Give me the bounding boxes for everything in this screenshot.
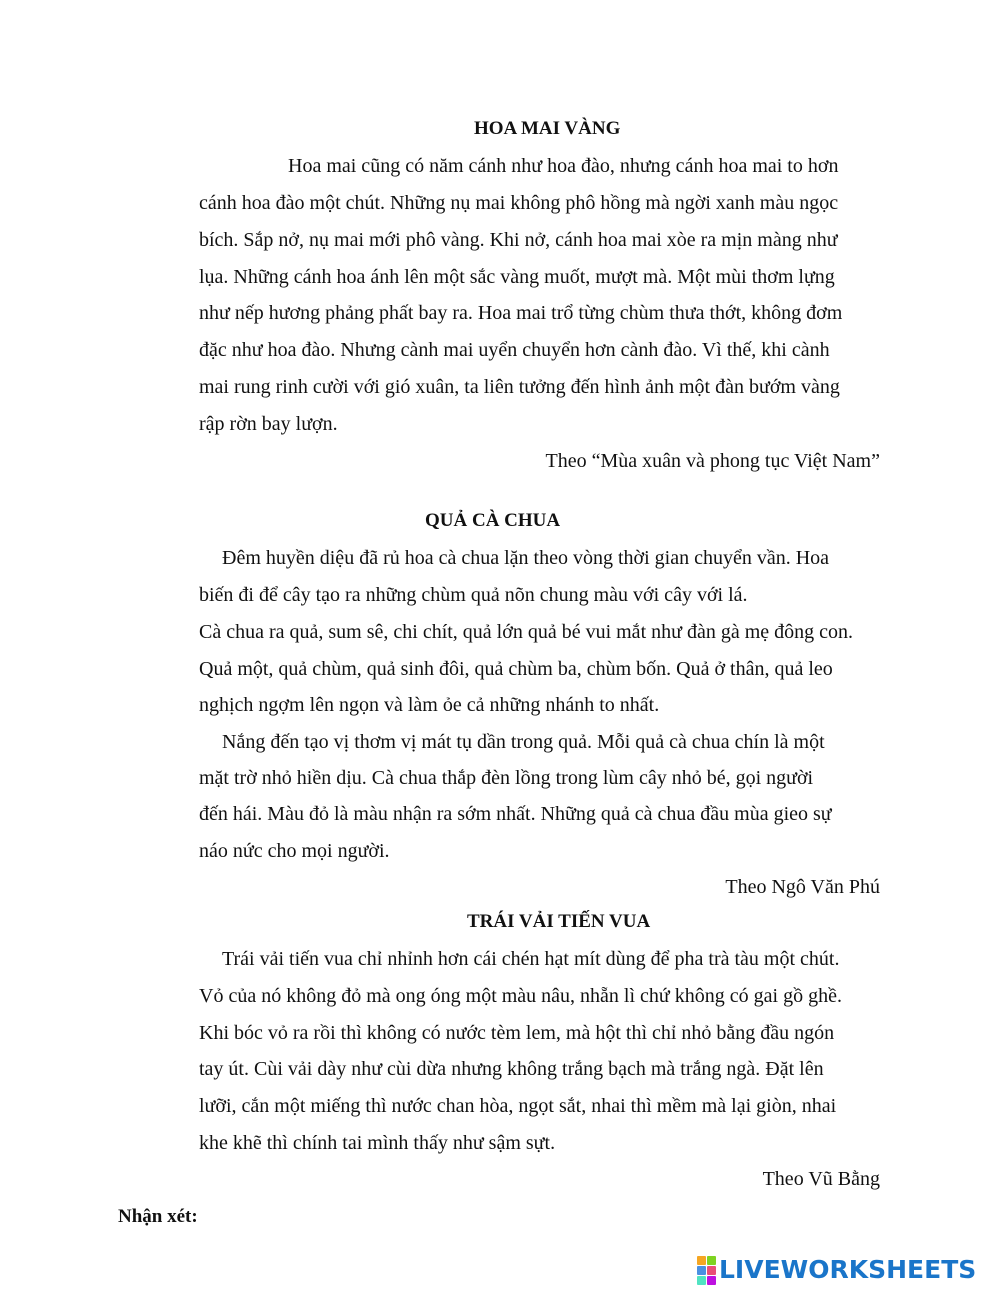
section-title-hoa-mai-vang: HOA MAI VÀNG xyxy=(474,118,621,139)
paragraph-line: biến đi để cây tạo ra những chùm quả nõn chung màu với cây với lá. xyxy=(199,584,748,606)
logo-square xyxy=(707,1256,716,1265)
paragraph-line: mai rung rinh cười với gió xuân, ta liên tưởng đến hình ảnh một đàn bướm vàng xyxy=(199,376,840,398)
paragraph-line: Trái vải tiến vua chỉ nhỉnh hơn cái chén hạt mít dùng để pha trà tàu một chút. xyxy=(222,948,840,970)
paragraph-line: rập rờn bay lượn. xyxy=(199,413,338,435)
logo-square xyxy=(697,1256,706,1265)
paragraph-line: mặt trờ nhỏ hiền dịu. Cà chua thắp đèn lồng trong lùm cây nhỏ bé, gọi người xyxy=(199,767,814,789)
liveworksheets-logo[interactable] xyxy=(697,1255,976,1285)
paragraph-line: Hoa mai cũng có năm cánh như hoa đào, nhưng cánh hoa mai to hơn xyxy=(288,155,839,177)
logo-square xyxy=(707,1266,716,1275)
source-attribution: Theo “Mùa xuân và phong tục Việt Nam” xyxy=(545,450,880,472)
paragraph-line: đến hái. Màu đỏ là màu nhận ra sớm nhất. Những quả cà chua đầu mùa gieo sự xyxy=(199,803,832,825)
paragraph-line: như nếp hương phảng phất bay ra. Hoa mai trổ từng chùm thưa thớt, không đơm xyxy=(199,302,843,324)
section-title-trai-vai-tien-vua: TRÁI VẢI TIẾN VUA xyxy=(467,911,651,932)
paragraph-line: Nắng đến tạo vị thơm vị mát tụ dần trong quả. Mỗi quả cà chua chín là một xyxy=(222,731,825,753)
logo-squares-icon xyxy=(697,1256,716,1285)
paragraph-line: lụa. Những cánh hoa ánh lên một sắc vàng muốt, mượt mà. Một mùi thơm lựng xyxy=(199,266,835,288)
paragraph-line: Quả một, quả chùm, quả sinh đôi, quả chùm ba, chùm bốn. Quả ở thân, quả leo xyxy=(199,658,833,680)
paragraph-line: khe khẽ thì chính tai mình thấy như sậm sựt. xyxy=(199,1132,556,1154)
paragraph-line: Cà chua ra quả, sum sê, chi chít, quả lớn quả bé vui mắt như đàn gà mẹ đông con. xyxy=(199,621,854,643)
paragraph-line: Khi bóc vỏ ra rồi thì không có nước tèm lem, mà hột thì chỉ nhỏ bằng đầu ngón xyxy=(199,1022,835,1044)
paragraph-line: bích. Sắp nở, nụ mai mới phô vàng. Khi nở, cánh hoa mai xòe ra mịn màng như xyxy=(199,229,838,251)
logo-square xyxy=(697,1266,706,1275)
paragraph-line: Đêm huyền diệu đã rủ hoa cà chua lặn theo vòng thời gian chuyển vần. Hoa xyxy=(222,547,830,569)
paragraph-line: Vỏ của nó không đỏ mà ong óng một màu nâu, nhẵn lì chứ không có gai gồ ghề. xyxy=(199,985,842,1007)
logo-square xyxy=(707,1276,716,1285)
paragraph-line: nghịch ngợm lên ngọn và làm ỏe cả những nhánh to nhất. xyxy=(199,694,660,716)
section-title-qua-ca-chua: QUẢ CÀ CHUA xyxy=(425,510,561,531)
comment-label: Nhận xét: xyxy=(118,1206,198,1227)
paragraph-line: tay út. Cùi vải dày như cùi dừa nhưng không trắng bạch mà trắng ngà. Đặt lên xyxy=(199,1058,824,1080)
paragraph-line: náo nức cho mọi người. xyxy=(199,840,390,862)
paragraph-line: lưỡi, cắn một miếng thì nước chan hòa, ngọt sắt, nhai thì mềm mà lại giòn, nhai xyxy=(199,1095,837,1117)
paragraph-line: cánh hoa đào một chút. Những nụ mai không phô hồng mà ngời xanh màu ngọc xyxy=(199,192,839,214)
logo-text: LIVEWORKSHEETS xyxy=(719,1255,977,1284)
paragraph-line: đặc như hoa đào. Nhưng cành mai uyển chuyển hơn cành đào. Vì thế, khi cành xyxy=(199,339,830,361)
source-attribution: Theo Ngô Văn Phú xyxy=(725,876,880,898)
source-attribution: Theo Vũ Bằng xyxy=(762,1168,880,1190)
logo-square xyxy=(697,1276,706,1285)
